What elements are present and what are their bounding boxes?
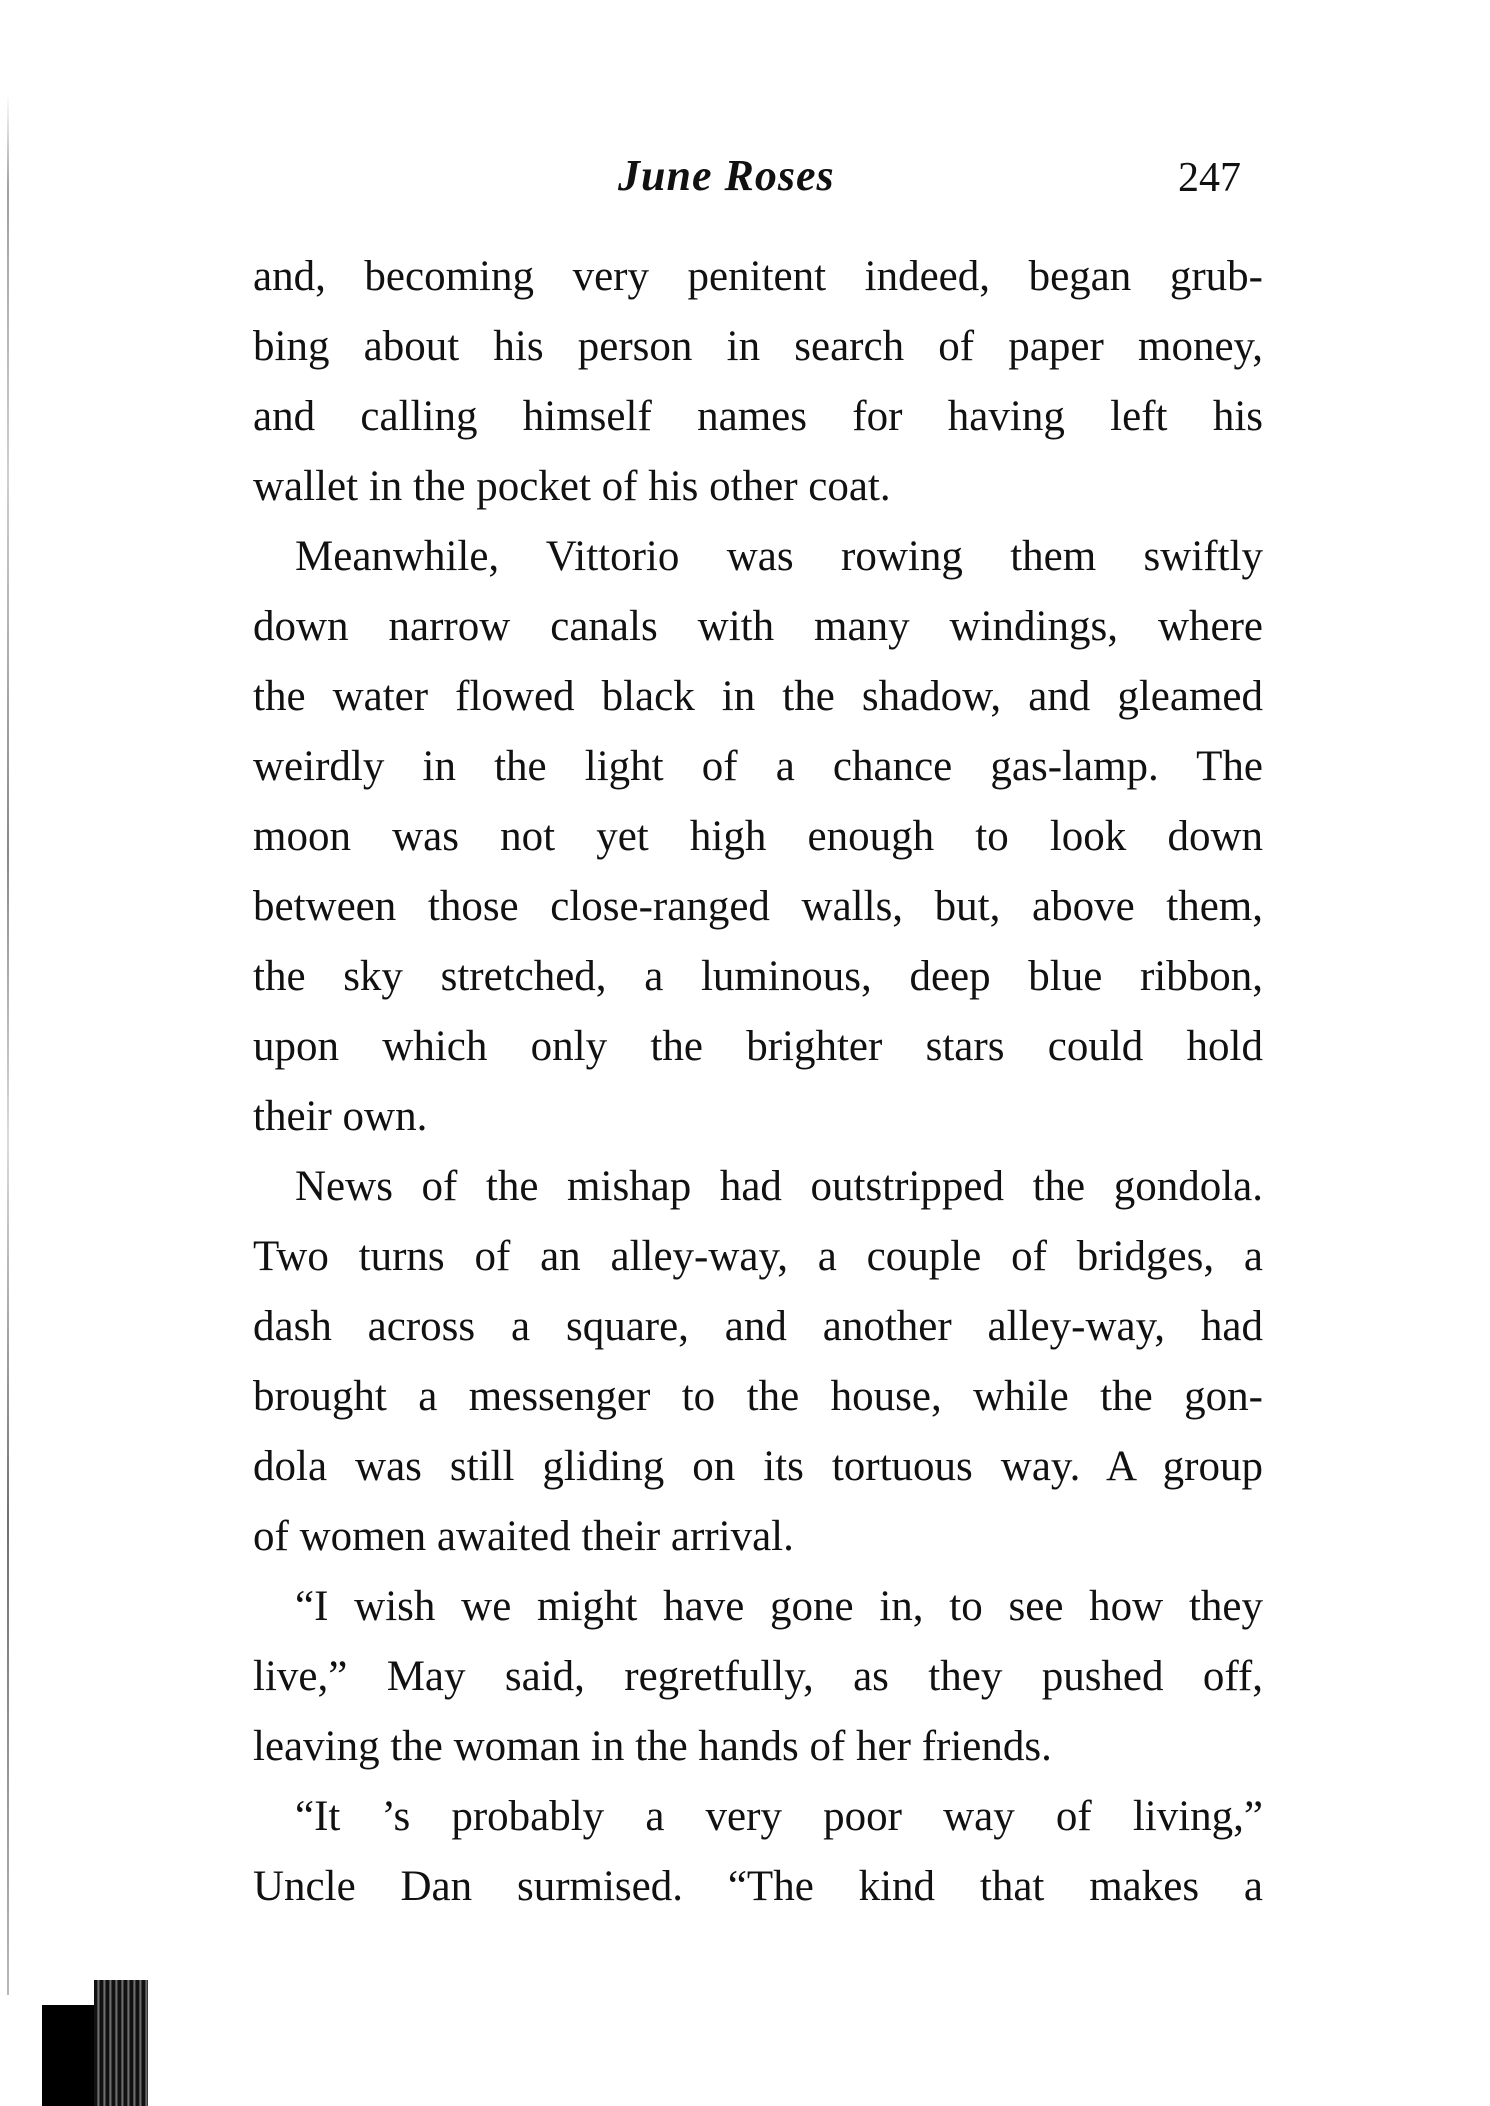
text-line: Meanwhile, Vittorio was rowing them swiftly <box>295 533 1263 580</box>
text-line: dola was still gliding on its tortuous way. A group <box>253 1443 1263 1490</box>
running-head <box>0 150 1490 210</box>
text-line: upon which only the brighter stars could hold <box>253 1023 1263 1070</box>
text-line: “It ’s probably a very poor way of living,” <box>295 1793 1263 1840</box>
text-line: between those close-ranged walls, but, above them, <box>253 883 1263 930</box>
text-line: wallet in the pocket of his other coat. <box>253 463 891 510</box>
text-line: live,” May said, regretfully, as they pushed off, <box>253 1653 1263 1700</box>
text-line: down narrow canals with many windings, where <box>253 603 1263 650</box>
page-number: 247 <box>1178 155 1241 201</box>
text-line: their own. <box>253 1093 428 1140</box>
paragraph <box>253 242 1263 522</box>
text-line: and calling himself names for having left his <box>253 393 1263 440</box>
page-edge-shadow <box>7 95 9 1995</box>
text-line: Two turns of an alley-way, a couple of bridges, a <box>253 1233 1263 1280</box>
text-line: leaving the woman in the hands of her friends. <box>253 1723 1052 1770</box>
text-line: dash across a square, and another alley-way, had <box>253 1303 1263 1350</box>
text-line: bing about his person in search of paper money, <box>253 323 1263 370</box>
paragraph <box>253 1152 1263 1572</box>
text-line: of women awaited their arrival. <box>253 1513 794 1560</box>
paragraph <box>253 522 1263 1152</box>
text-line: weirdly in the light of a chance gas-lamp. The <box>253 743 1263 790</box>
paragraph <box>253 1782 1263 1922</box>
text-line: the water flowed black in the shadow, and gleamed <box>253 673 1263 720</box>
text-line: Uncle Dan surmised. “The kind that makes a <box>253 1863 1263 1910</box>
paragraph <box>253 1572 1263 1782</box>
body-text <box>253 242 1263 1922</box>
text-line: moon was not yet high enough to look down <box>253 813 1263 860</box>
text-line: News of the mishap had outstripped the gondola. <box>295 1163 1263 1210</box>
text-line: “I wish we might have gone in, to see how they <box>295 1583 1263 1630</box>
running-title: June Roses <box>618 151 835 200</box>
text-line: the sky stretched, a luminous, deep blue ribbon, <box>253 953 1263 1000</box>
text-line: and, becoming very penitent indeed, began grub- <box>253 253 1263 300</box>
scan-shadow-edge <box>94 1980 148 2106</box>
scan-shadow-mark <box>42 2005 94 2106</box>
text-line: brought a messenger to the house, while the gon- <box>253 1373 1263 1420</box>
